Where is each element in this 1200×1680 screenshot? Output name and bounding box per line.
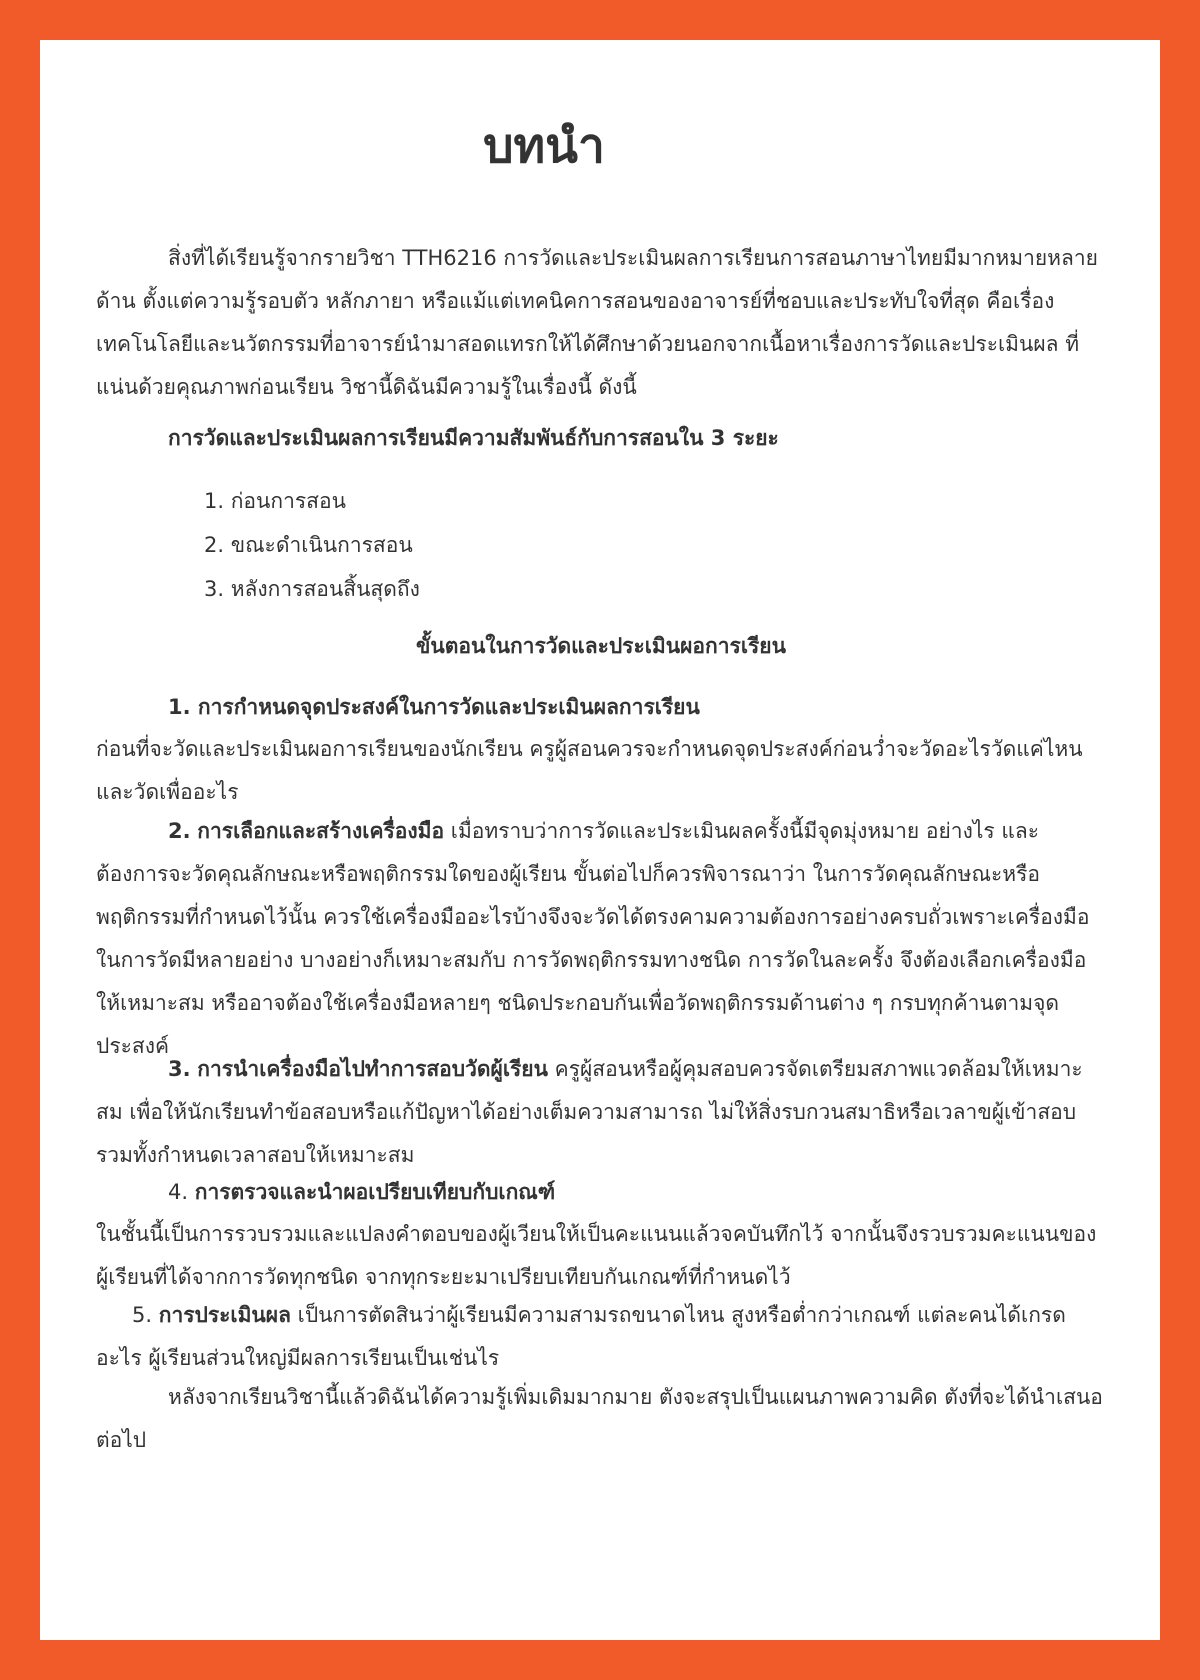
relation-heading: การวัดและประเมินผลการเรียนมีความสัมพันธ์กับการสอนใน 3 ระยะ [168, 426, 779, 450]
step-body: เป็นการตัดสินว่าผู้เรียนมีความสามรถขนาดไหน สูงหรือต่ำกว่าเกณฑ์ แต่ละคนได้เกรดอะไร ผู้เรียนส่วนใหญ่มีผลการเรียนเป็นเช่นไร [96, 1303, 1066, 1370]
step-title: การประเมินผล [158, 1303, 291, 1327]
intro-paragraph: สิ่งที่ได้เรียนรู้จากรายวิชา TTH6216 การวัดและประเมินผลการเรียนการสอนภาษาไทยมีมากหมายหลายด้าน ตั้งแต่ความรู้รอบตัว หลักภายา หรือแม้แต่เทคนิคการสอนของอาจารย์ที่ชอบและประทับใจที่สุด คือเรื่องเทคโนโลยีและนวัตกรรมที่อาจารย์นำมาสอดแทรกให้ได้ศึกษาด้วยนอกจากเนื้อหาเรื่องการวัดและประเมินผล ที่แน่นด้วยคุณภาพก่อนเรียน วิชานี้ดิฉันมีความรู้ในเรื่องนี้ ดังนี้ [96, 246, 1098, 399]
document-page [40, 40, 1160, 1640]
phase-item: 1. ก่อนการสอน [204, 489, 346, 513]
page-title: บทนำ [483, 118, 605, 174]
steps-heading: ขั้นตอนในการวัดและประเมินผอการเรียน [416, 634, 786, 658]
step-1-heading [96, 686, 1178, 729]
step-number: 1. [168, 695, 191, 719]
step-body: เมื่อทราบว่าการวัดและประเมินผลครั้งนี้มีจุดมุ่งหมาย อย่างไร และต้องการจะวัดคุณลักษณะหรือพฤติกรรมใดของผู้เรียน ขั้นต่อไปก็ควรพิจารณาว่า ในการวัดคุณลักษณะหรือพฤติกรรมที่กำหนดไว้นั้น ควรใช้เครื่องมืออะไรบ้างจึงจะวัดได้ตรงคามความต้องการอย่างครบถั่วเพราะเครื่องมือในการวัดมีหลายอย่าง บางอย่างก็เหมาะสมกับ การวัดพฤติกรรมทางชนิด การวัดในละครั้ง จึงต้องเลือกเครื่องมือให้เหมาะสม หรืออาจต้องใช้เครื่องมือหลายๆ ชนิดประกอบกันเพื่อวัดพฤติกรรมด้านต่าง ๆ กรบทุกค้านตามจุดประสงค์ [96, 819, 1090, 1058]
step-number: 5. [132, 1303, 153, 1327]
step-5-paragraph [96, 1294, 1106, 1380]
step-number: 4. [168, 1180, 189, 1204]
step-title: การตรวจและนำผอเปรียบเทียบกับเกณฑ์ [194, 1180, 556, 1204]
step-title: การนำเครื่องมือไปทำการสอบวัดผู้เรียน [197, 1057, 548, 1081]
step-2-paragraph [96, 810, 1106, 1068]
step-title: การเลือกและสร้างเครื่องมือ [197, 819, 445, 843]
step-number: 2. [168, 819, 191, 843]
step-1-body: ก่อนที่จะวัดและประเมินผอการเรียนของนักเรียน ครูผู้สอนควรจะกำหนดจุดประสงค์ก่อนว่ำจะวัดอะไรวัดแค่ไหน และวัดเพื่ออะไร [96, 737, 1083, 804]
phase-list [96, 479, 1106, 611]
phase-item: 2. ขณะดำเนินการสอน [204, 533, 413, 557]
phase-item: 3. หลังการสอนสิ้นสุดถึง [204, 577, 420, 601]
step-body: ครูผู้สอนหรือผู้คุมสอบควรจัดเตรียมสภาพแวดล้อมให้เหมาะสม เพื่อให้นักเรียนทำข้อสอบหรือแก้ปัญหาได้อย่างเต็มความสามารถ ไม่ให้สิ่งรบกวนสมาธิหรือเวลาขผู้เข้าสอบ รวมทั้งกำหนดเวลาสอบให้เหมาะสม [96, 1057, 1083, 1167]
step-4-heading [96, 1171, 1178, 1214]
step-4-body: ในชั้นนี้เป็นการรวบรวมและแปลงคำตอบของผู้เวียนให้เป็นคะแนนแล้วจคบันทึกไว้ จากนั้นจึงรวบรวมคะแนนของผู้เรียนที่ได้จากการวัดทุกชนิด จากทุกระยะมาเปรียบเทียบกันเกณฑ์ที่กำหนดไว้ [96, 1222, 1097, 1289]
conclusion-paragraph: หลังจากเรียนวิชานี้แล้วดิฉันได้ความรู้เพิ่มเดิมมากมาย ตังจะสรุปเป็นแผนภาพความคิด ตังที่จะได้นำเสนอต่อไป [96, 1385, 1103, 1452]
step-number: 3. [168, 1057, 191, 1081]
step-title: การกำหนดจุดประสงค์ในการวัดและประเมินผลการเรียน [197, 695, 700, 719]
step-3-paragraph [96, 1048, 1106, 1177]
